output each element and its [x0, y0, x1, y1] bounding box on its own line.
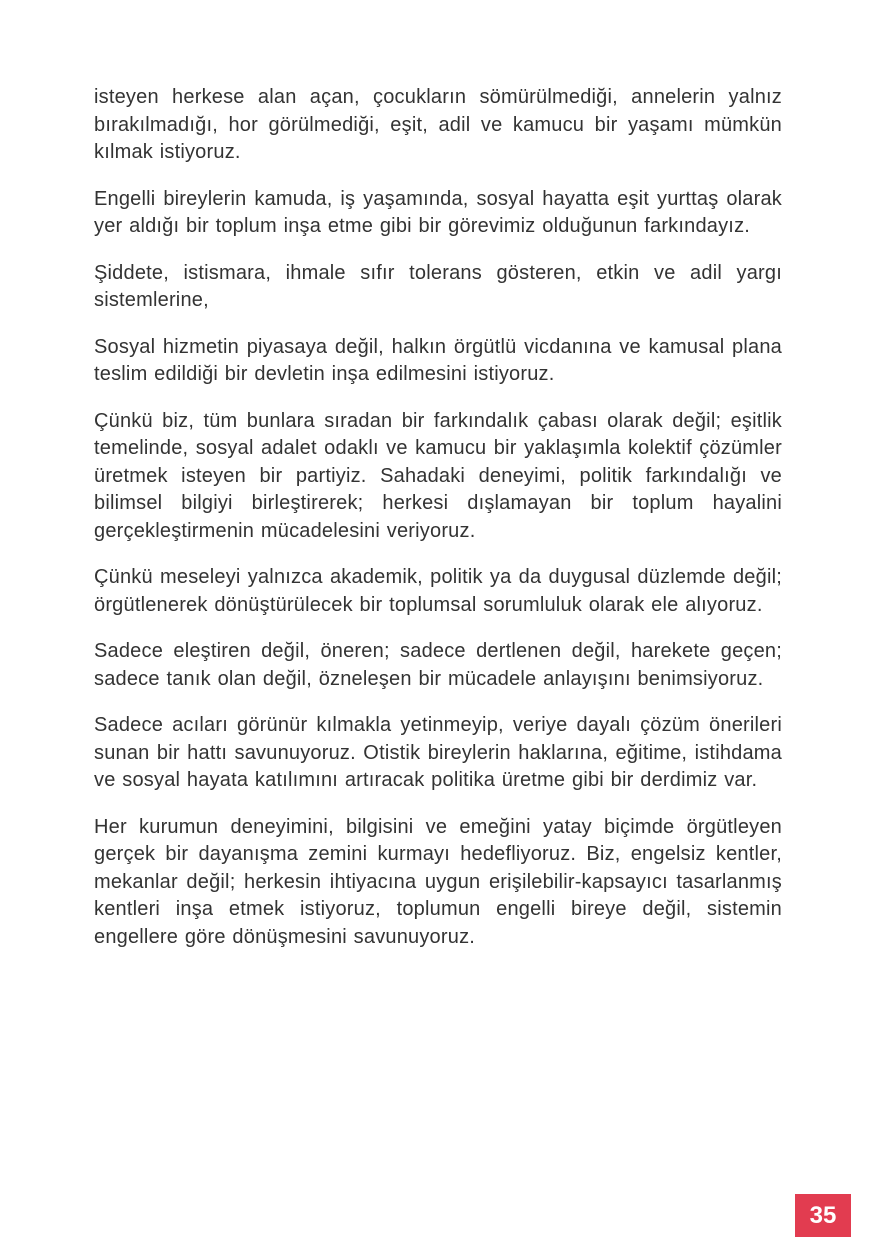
paragraph: Çünkü biz, tüm bunlara sıradan bir farkındalık çabası olarak değil; eşitlik temelinde, sosyal adalet odaklı ve kamucu bir yaklaşımla kolektif çözümler üretmek isteyen bir partiyiz. Sahadaki deneyimi, politik farkındalığı ve bilimsel bilgiyi birleştirerek; herkesi dışlamayan bir toplum hayalini gerçekleştirmenin mücadelesini veriyoruz.: [94, 409, 782, 542]
paragraph: Sosyal hizmetin piyasaya değil, halkın örgütlü vicdanına ve kamusal plana teslim edildiği bir devletin inşa edilmesini istiyoruz.: [94, 335, 782, 385]
paragraph: Sadece acıları görünür kılmakla yetinmeyip, veriye dayalı çözüm önerileri sunan bir hattı savunuyoruz. Otistik bireylerin haklarına, eğitime, istihdama ve sosyal hayata katılımını artıracak politika üretme gibi bir derdimiz var.: [94, 714, 782, 791]
paragraph-list: [94, 84, 782, 951]
page-number-badge: 35: [795, 1194, 851, 1237]
paragraph: isteyen herkese alan açan, çocukların sömürülmediği, annelerin yalnız bırakılmadığı, hor görülmediği, eşit, adil ve kamucu bir yaşamı mümkün kılmak istiyoruz.: [94, 86, 782, 163]
paragraph: Şiddete, istismara, ihmale sıfır tolerans gösteren, etkin ve adil yargı sistemlerine,: [94, 261, 782, 311]
paragraph: Sadece eleştiren değil, öneren; sadece dertlenen değil, harekete geçen; sadece tanık olan değil, özneleşen bir mücadele anlayışını benimsiyoruz.: [94, 640, 782, 690]
paragraph: Çünkü meseleyi yalnızca akademik, politik ya da duygusal düzlemde değil; örgütlenerek dönüştürülecek bir toplumsal sorumluluk olarak ele alıyoruz.: [94, 566, 782, 616]
paragraph: Her kurumun deneyimini, bilgisini ve emeğini yatay biçimde örgütleyen gerçek bir dayanışma zemini kurmayı hedefliyoruz. Biz, engelsiz kentler, mekanlar değil; herkesin ihtiyacına uygun erişilebilir-kapsayıcı tasarlanmış kentleri inşa etmek istiyoruz, toplumun engelli bireye değil, sistemin engellere göre dönüşmesini savunuyoruz.: [94, 815, 782, 948]
paragraph: Engelli bireylerin kamuda, iş yaşamında, sosyal hayatta eşit yurttaş olarak yer aldığı bir toplum inşa etme gibi bir görevimiz olduğunun farkındayız.: [94, 187, 782, 237]
